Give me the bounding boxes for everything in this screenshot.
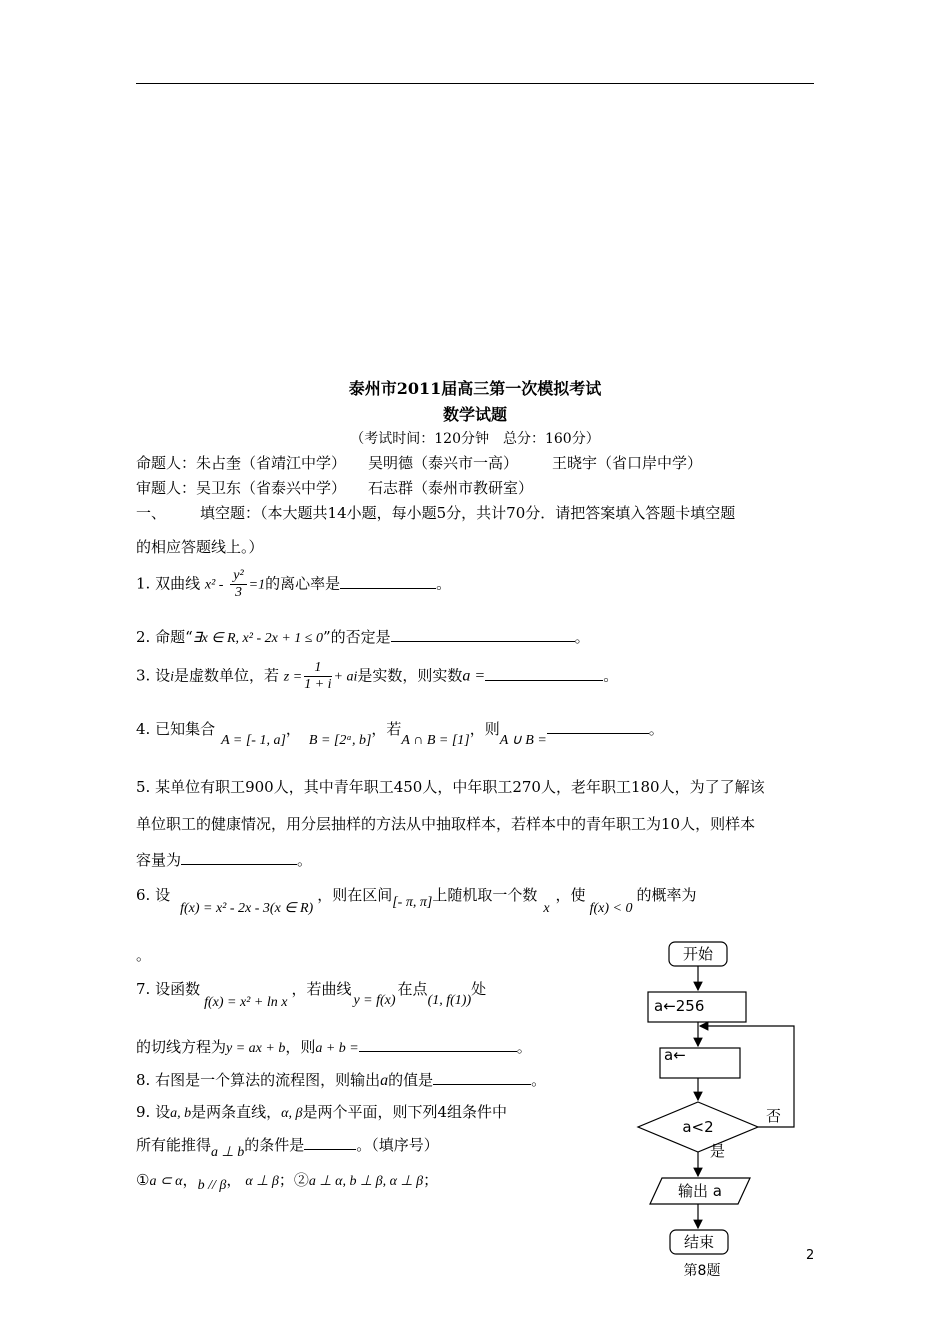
flowchart-assign-label: a← (664, 1046, 686, 1064)
question-5-line-2: 单位职工的健康情况，用分层抽样的方法从中抽取样本，若样本中的青年职工为10人，则样本 (136, 815, 756, 833)
page-number: 2 (806, 1248, 815, 1263)
answer-blank[interactable] (391, 627, 575, 642)
flowchart-output-label: 输出 a (678, 1182, 722, 1200)
question-5-line-3: 容量为 。 (136, 851, 313, 869)
question-1: 1. 双曲线 x² - $\frac{\text{y²}}{3}$ =1的离心率是 。 (136, 568, 452, 600)
setter: 王晓宇（省口岸中学） (552, 454, 703, 472)
setter: 吴明德（泰兴市一高） (368, 454, 519, 472)
exam-title: 泰州市2011届高三第一次模拟考试 (348, 379, 602, 398)
question-6-end: 。 (136, 946, 152, 964)
answer-blank[interactable] (181, 850, 297, 865)
question-7-cont: 的切线方程为y = ax + b，则a + b = 。 (136, 1038, 532, 1056)
setter: 朱占奎（省靖江中学） (196, 454, 347, 472)
question-9: 9. 设a, b是两条直线，α, β是两个平面，则下列4组条件中 (136, 1103, 507, 1121)
question-9-line-2: 所有能推得a ⊥ b的条件是 。（填序号） (136, 1136, 439, 1160)
setters-line (136, 452, 702, 473)
setters-label: 命题人： (136, 454, 197, 472)
flowchart-yes-label: 是 (710, 1142, 726, 1160)
question-6: 6. 设f(x) = x² - 2x - 3(x ∈ R)，则在区间[- π, π]上随机取一个数x，使f(x) < 0的概率为 (136, 886, 697, 916)
answer-blank[interactable] (340, 574, 436, 589)
question-4: 4. 已知集合A = [- 1, a]，B = [2ᵃ, b]，若A ∩ B = [1]，则A ∪ B =。 (136, 720, 664, 748)
section-number: 一、 (136, 504, 167, 522)
flowchart-no-label: 否 (766, 1107, 782, 1125)
exam-info: （考试时间：120分钟 总分：160分） (350, 431, 600, 447)
question-2: 2. 命题“∃x ∈ R, x² - 2x + 1 ≤ 0”的否定是 。 (136, 628, 590, 646)
answer-blank[interactable] (547, 719, 649, 734)
flowchart-condition-label: a<2 (682, 1118, 714, 1136)
fraction: $\frac{1}{1 + i}$ (304, 660, 332, 692)
question-7: 7. 设函数f(x) = x² + ln x，若曲线y = f(x)在点(1, f(1))处 (136, 980, 487, 1010)
answer-blank[interactable] (304, 1135, 356, 1150)
exam-subtitle: 数学试题 (442, 405, 507, 424)
flowchart-init-label: a←256 (654, 997, 705, 1015)
section-intro-cont: 的相应答题线上。） (136, 538, 264, 556)
reviewers-line (136, 477, 533, 498)
flowchart-caption: 第8题 (683, 1263, 721, 1279)
section-heading (136, 502, 735, 523)
header-rule (136, 83, 814, 84)
question-3: 3. 设i是虚数单位，若 z = $\frac{1}{1 + i}$ + ai是实数，则实数a = 。 (136, 660, 619, 692)
answer-blank[interactable] (433, 1070, 531, 1085)
question-8: 8. 右图是一个算法的流程图，则输出a的值是 。 (136, 1071, 547, 1089)
fraction: $\frac{\text{y²}}{3}$ (230, 568, 246, 601)
reviewer: 吴卫东（省泰兴中学） (196, 479, 347, 497)
answer-blank[interactable] (485, 666, 603, 681)
reviewers-label: 审题人： (136, 479, 197, 497)
flowchart-start-label: 开始 (682, 945, 714, 963)
section-intro: （本大题共14小题，每小题5分，共计70分．请把答案填入答题卡填空题 (260, 504, 736, 522)
question-9-conditions: ①a ⊂ α，b // β， α ⊥ β；②a ⊥ α, b ⊥ β, α ⊥ β； (136, 1171, 439, 1193)
reviewer: 石志群（泰州市教研室） (368, 479, 534, 497)
answer-blank[interactable] (359, 1037, 517, 1052)
flowchart (620, 930, 810, 1290)
flowchart-end-label: 结束 (683, 1233, 715, 1251)
section-name: 填空题： (200, 504, 261, 522)
question-5-line-1: 5. 某单位有职工900人，其中青年职工450人，中年职工270人，老年职工180人，为了了解该 (136, 778, 765, 796)
